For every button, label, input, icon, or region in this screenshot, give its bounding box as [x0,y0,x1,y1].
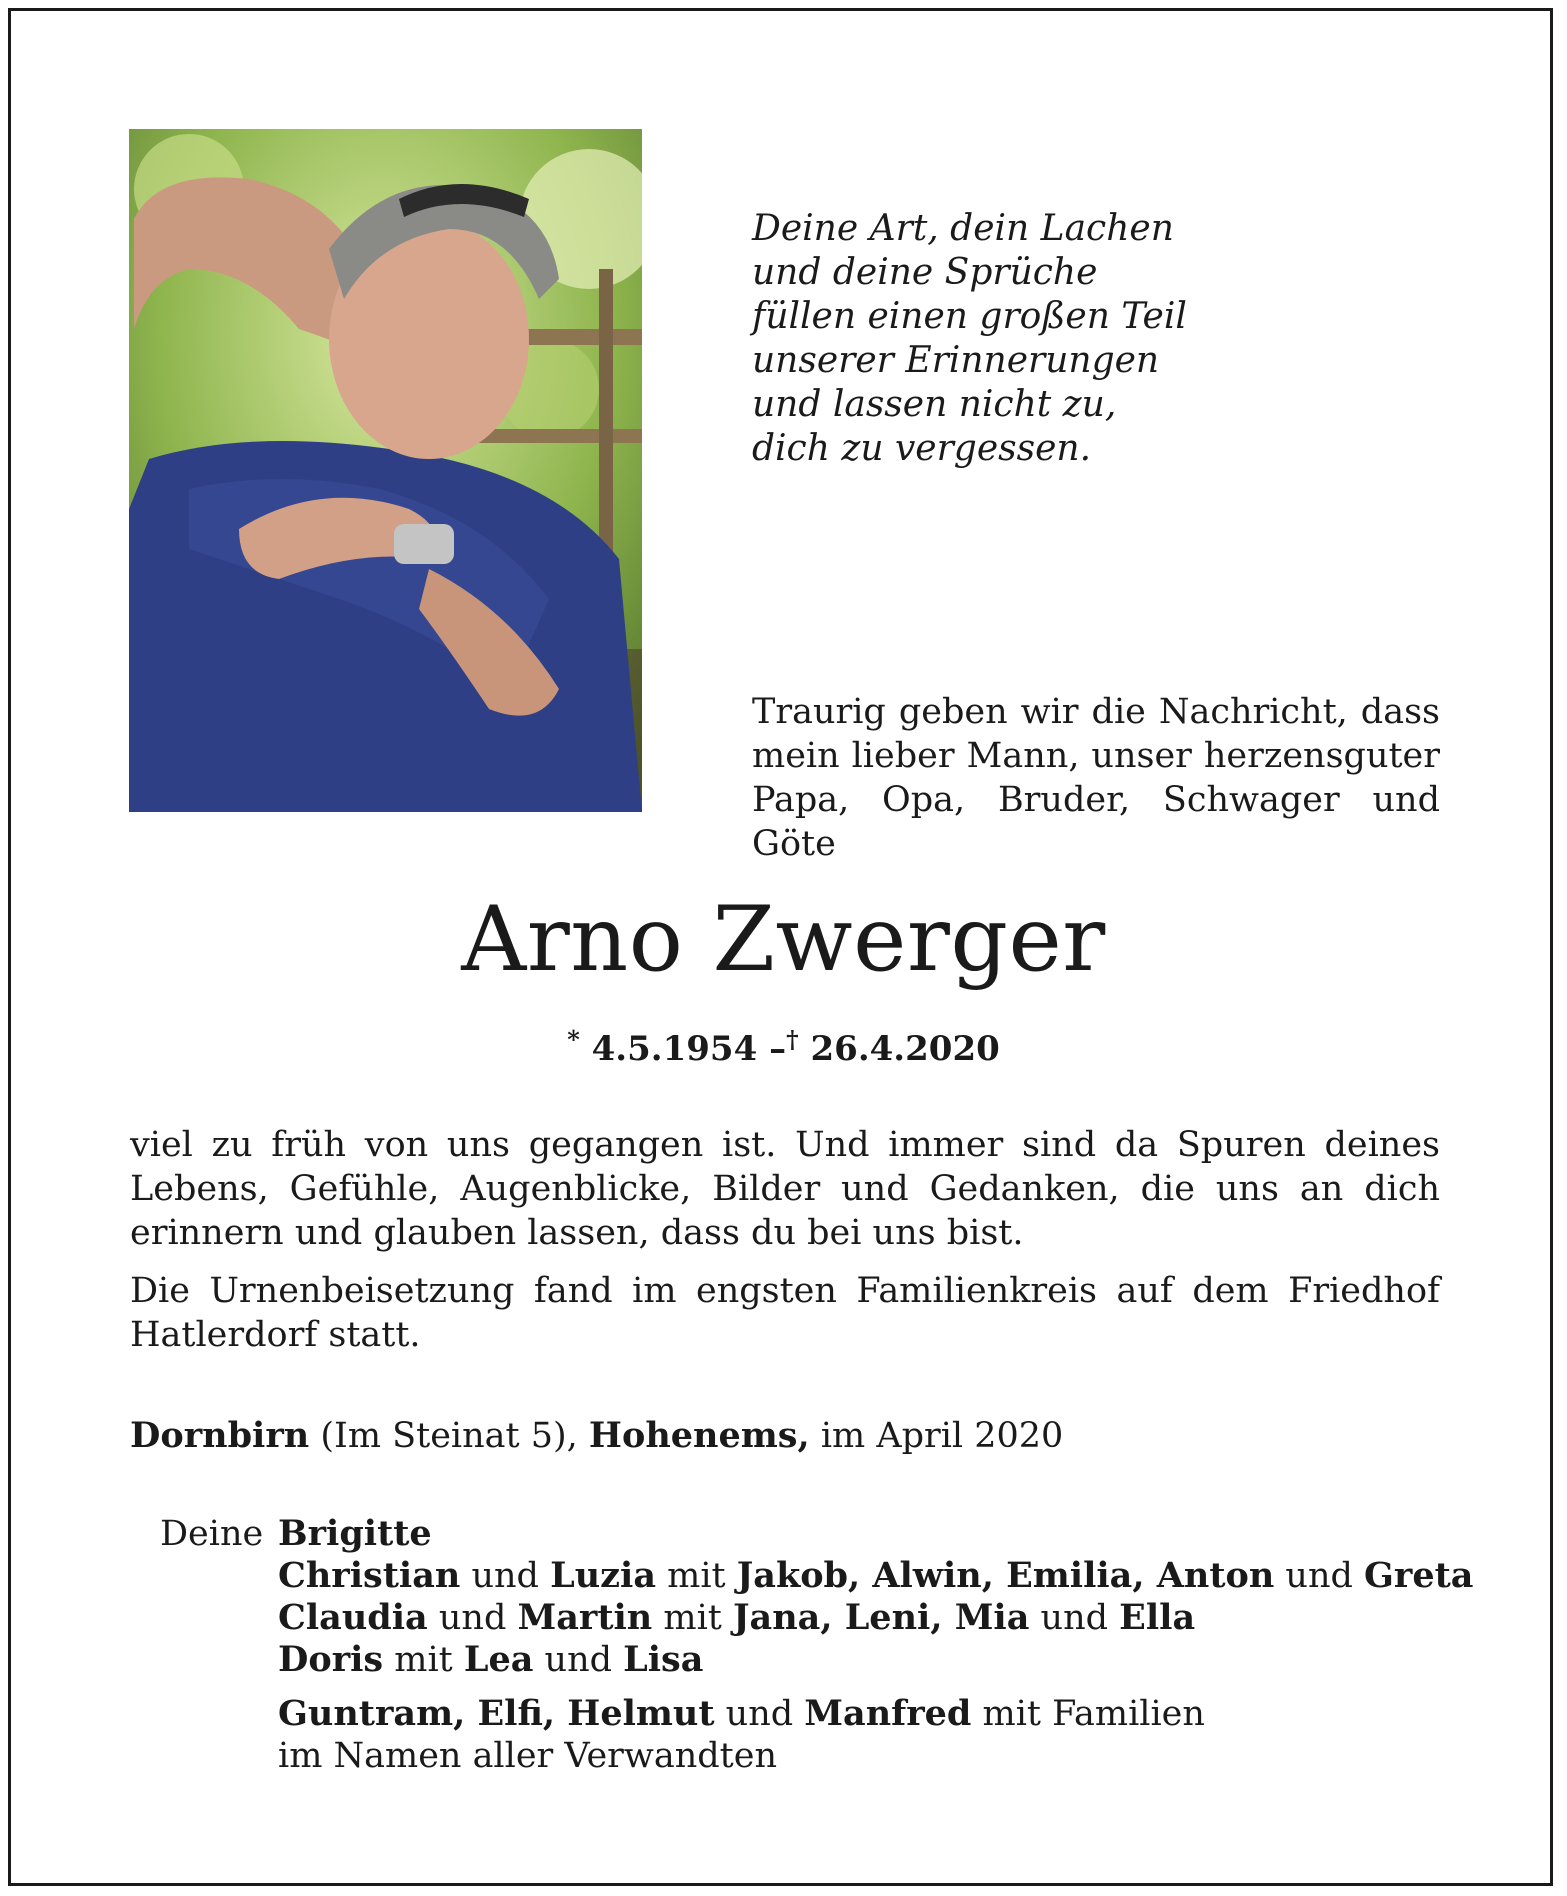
portrait-photo [129,129,642,812]
signature-label: Deine [160,1514,264,1554]
death-symbol: † [786,1025,799,1054]
mourner-name: Lea [463,1639,534,1680]
place-date: im April 2020 [809,1416,1064,1456]
mourner-line [278,1639,1478,1681]
memorial-poem [752,207,1212,471]
mourner-name: Guntram, Elfi, Helmut [278,1693,715,1734]
mourner-line [278,1597,1478,1639]
body-paragraph: viel zu früh von uns gegangen ist. Und immer sind da Spuren deines Lebens, Gefühle, Augenblicke, Bilder und Gedanken, die uns an dich erinnern und glauben lassen, dass du bei uns bist. [130,1125,1440,1253]
mourner-connector: und [714,1694,805,1734]
intro-line: Papa, Opa, Bruder, Schwager und Göte [752,780,1440,864]
mourner-connector: und [1029,1598,1120,1638]
mourner-line [278,1555,1478,1597]
birth-date: 4.5.1954 [591,1029,758,1069]
mourner-name: Manfred [804,1693,972,1734]
life-dates [0,1017,1567,1072]
mourner-connector: mit Familien [971,1694,1205,1734]
mourner-name: Martin [517,1597,653,1638]
mourner-name: Brigitte [278,1513,432,1554]
portrait-image [129,129,642,812]
poem-line: und lassen nicht zu, [752,384,1117,425]
mourner-name: Doris [278,1639,384,1680]
place-and-date [130,1414,1063,1458]
mourner-connector: mit [656,1556,737,1596]
mourner-name: Lisa [623,1639,704,1680]
poem-line: unserer Erinnerungen [752,340,1160,381]
mourners-list [278,1513,1478,1777]
mourner-name: Greta [1364,1555,1474,1596]
place-city: Hohenems, [588,1415,810,1456]
mourner-line [278,1735,1478,1777]
deceased-name: Arno Zwerger [461,887,1106,992]
mourner-name: Jakob, Alwin, Emilia, Anton [736,1555,1275,1596]
mourner-name: Luzia [550,1555,656,1596]
mourner-name: Ella [1119,1597,1196,1638]
intro-line: Traurig geben wir die Nachricht, dass [752,692,1440,732]
mourner-connector: und [427,1598,518,1638]
signature-gap [278,1681,1478,1693]
mourner-line [278,1513,1478,1555]
date-separator: – [769,1029,787,1069]
mourner-connector: und [533,1640,624,1680]
intro-line: mein lieber Mann, unser herzensguter [752,736,1440,776]
mourner-name: Claudia [278,1597,428,1638]
mourner-connector: und [1274,1556,1365,1596]
mourner-connector: und [460,1556,551,1596]
birth-symbol: * [567,1025,580,1054]
poem-line: dich zu vergessen. [752,428,1092,469]
mourner-connector: mit [652,1598,733,1638]
mourner-line [278,1693,1478,1735]
obituary-body [130,1123,1440,1371]
poem-line: füllen einen großen Teil [752,296,1187,337]
mourner-connector: mit [383,1640,464,1680]
poem-line: und deine Sprüche [752,252,1098,293]
poem-line: Deine Art, dein Lachen [752,208,1174,249]
announcement-intro [752,690,1440,866]
place-address: (Im Steinat 5), [309,1416,589,1456]
place-city: Dornbirn [130,1415,310,1456]
mourner-connector: im Namen aller Verwandten [278,1736,777,1776]
body-paragraph: Die Urnenbeisetzung fand im engsten Familienkreis auf dem Friedhof Hatlerdorf statt. [130,1271,1440,1355]
mourner-name: Jana, Leni, Mia [732,1597,1030,1638]
death-date: 26.4.2020 [810,1029,1000,1069]
mourner-name: Christian [278,1555,461,1596]
